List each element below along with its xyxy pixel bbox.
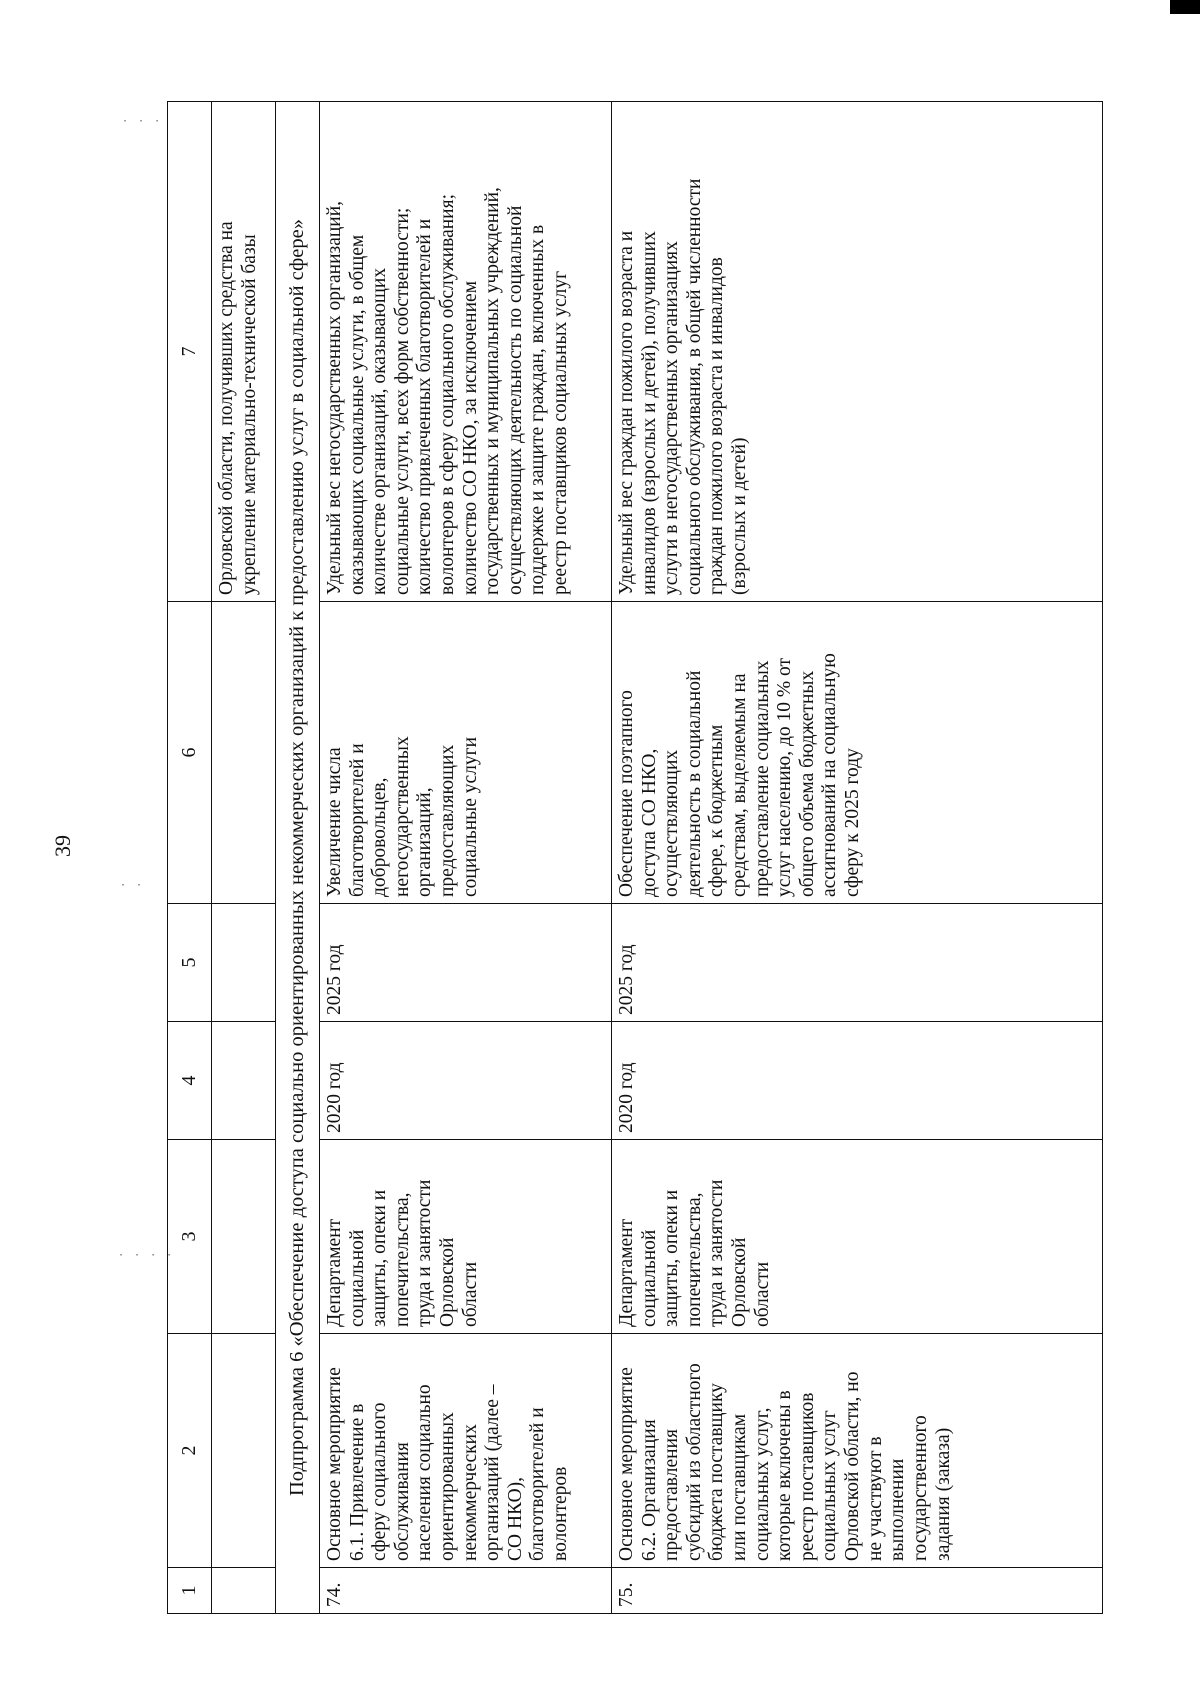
end-year-cell: 2025 год — [612, 904, 1103, 1022]
page-number: 39 — [50, 835, 75, 857]
row-number: 74. — [320, 1568, 612, 1614]
rotated-table-sheet — [167, 102, 1102, 1614]
start-year-cell: 2020 год — [612, 1022, 1103, 1140]
end-year-cell: 2025 год — [320, 904, 612, 1022]
table-row — [320, 102, 612, 1614]
continuation-row — [212, 102, 276, 1614]
subprogram-title: Подпрограмма 6 «Обеспечение доступа социально ориентированных некоммерческих организаций к предоставлению услуг в социальной сфере» — [276, 102, 320, 1614]
executor-cell: Департамент социальной защиты, опеки и попечительства, труда и занятости Орловской области — [612, 1140, 1103, 1334]
activity-cell: Основное мероприятие 6.1. Привлечение в сферу социального обслуживания населения социально ориентированных некоммерческих организаций (далее – СО НКО), благотворителей и волонтеров — [320, 1334, 612, 1568]
col-header-1: 1 — [168, 1568, 212, 1614]
indicator-cell: Удельный вес негосударственных организаций, оказывающих социальные услуги, в общем количестве организаций, оказывающих социальные услуги, всех форм собственности; количество привлеченных благотворителей и волонтеров в сферу социального обслуживания; количество СО НКО, за исключением государственных и муниципальных учреждений, осуществляющих деятельность по социальной поддержке и защите граждан, включенных в реестр поставщиков социальных услуг — [320, 102, 612, 602]
col-header-7: 7 — [168, 102, 212, 602]
subprogram-row — [276, 102, 320, 1614]
start-year-cell: 2020 год — [320, 1022, 612, 1140]
expected-result-cell: Обеспечение поэтапного доступа СО НКО, осуществляющих деятельность в социальной сфере, к бюджетным средствам, выделяемым на предоставление социальных услуг населению, до 10 % от общего объема бюджетных ассигнований на социальную сферу к 2025 году — [612, 602, 1103, 904]
expected-result-cell: Увеличение числа благотворителей и добровольцев, негосударственных организаций, предоставляющих социальные услуги — [320, 602, 612, 904]
scan-corner-mark — [1170, 0, 1200, 14]
indicator-cell: Удельный вес граждан пожилого возраста и инвалидов (взрослых и детей), получивших услуги в негосударственных организациях социального обслуживания, в общей численности граждан пожилого возраста и инвалидов (взрослых и детей) — [612, 102, 1103, 602]
table-row — [612, 102, 1103, 1614]
scan-speck: · · · — [122, 116, 163, 127]
column-number-row — [168, 102, 212, 1614]
col-header-6: 6 — [168, 602, 212, 904]
continuation-indicator-cell: Орловской области, получивших средства на укрепление материально-технической базы — [212, 102, 276, 602]
row-number: 75. — [612, 1568, 1103, 1614]
activity-cell: Основное мероприятие 6.2. Организация предоставления субсидий из областного бюджета поставщику или поставщикам социальных услуг, которые включены в реестр поставщиков социальных услуг Орловской области, но не участвуют в выполнении государственного задания (заказа) — [612, 1334, 1103, 1568]
col-header-4: 4 — [168, 1022, 212, 1140]
col-header-3: 3 — [168, 1140, 212, 1334]
program-activities-table — [167, 101, 1103, 1614]
scan-speck: · · — [120, 880, 145, 891]
executor-cell: Департамент социальной защиты, опеки и попечительства, труда и занятости Орловской области — [320, 1140, 612, 1334]
scan-speck: · · · · — [118, 1250, 175, 1261]
col-header-2: 2 — [168, 1334, 212, 1568]
col-header-5: 5 — [168, 904, 212, 1022]
